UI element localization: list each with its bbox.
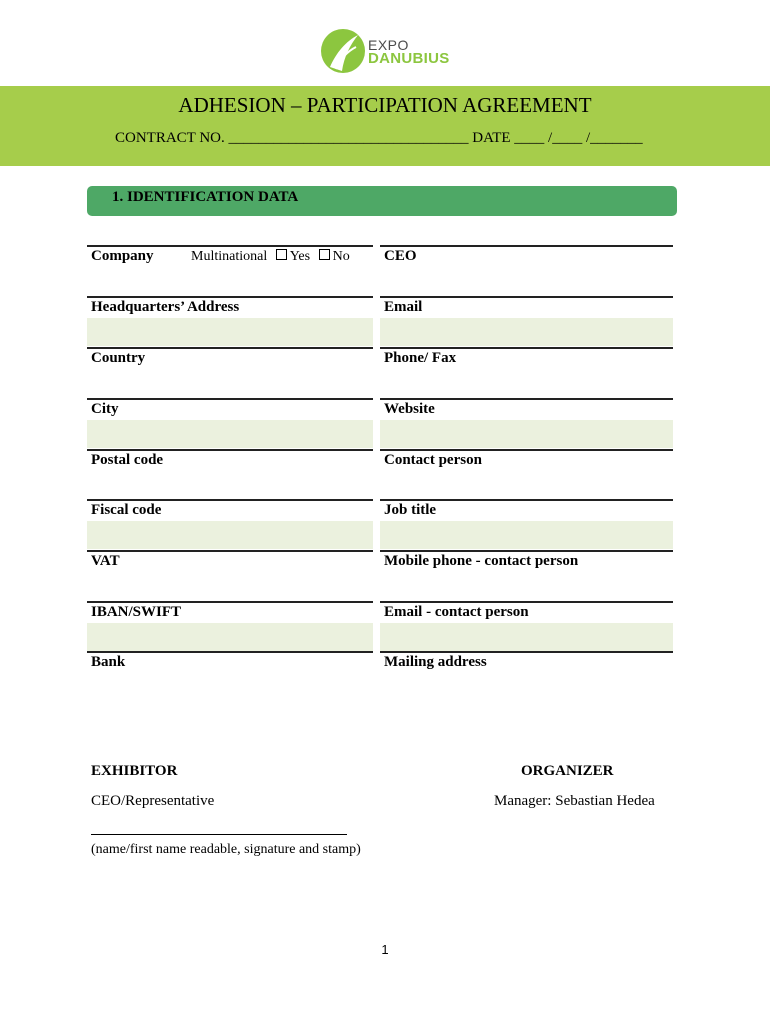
field-rule	[380, 499, 673, 501]
field-label: Mobile phone - contact person	[384, 553, 579, 569]
field-area	[380, 267, 673, 295]
field-label: Job title	[384, 502, 437, 518]
expo-danubius-logo	[320, 27, 450, 79]
field-mailing-address[interactable]	[380, 651, 673, 701]
field-label: Postal code	[91, 452, 164, 468]
field-area	[87, 623, 373, 651]
exhibitor-heading: EXHIBITOR	[91, 763, 178, 779]
field-rule	[87, 296, 373, 298]
field-rule	[87, 651, 373, 653]
field-label: Email - contact person	[384, 604, 529, 620]
field-label: Phone/ Fax	[384, 350, 457, 366]
field-label: Bank	[91, 654, 126, 670]
no-checkbox[interactable]	[319, 249, 330, 260]
field-label: VAT	[91, 553, 120, 569]
field-rule	[87, 550, 373, 552]
field-area	[87, 267, 373, 295]
field-website[interactable]	[380, 398, 673, 448]
field-area	[380, 623, 673, 651]
field-city[interactable]	[87, 398, 373, 448]
yes-checkbox[interactable]	[276, 249, 287, 260]
field-area	[87, 420, 373, 448]
field-rule	[87, 499, 373, 501]
field-area	[380, 673, 673, 701]
field-postal-code[interactable]	[87, 449, 373, 499]
field-area	[380, 369, 673, 397]
field-label: City	[91, 401, 119, 417]
field-email[interactable]	[380, 296, 673, 346]
field-area	[87, 369, 373, 397]
field-headquarters-address[interactable]	[87, 296, 373, 346]
multinational-label: Multinational	[191, 249, 268, 264]
field-company[interactable]	[87, 245, 373, 295]
yes-label: Yes	[289, 249, 311, 264]
field-rule	[380, 398, 673, 400]
field-label: IBAN/SWIFT	[91, 604, 182, 620]
leaf-logo-icon	[320, 27, 366, 75]
field-rule	[87, 601, 373, 603]
organizer-heading: ORGANIZER	[521, 763, 614, 779]
field-label: Country	[91, 350, 146, 366]
field-label: CEO	[384, 248, 417, 264]
signature-note: (name/first name readable, signature and stamp)	[91, 842, 361, 857]
multinational-options	[191, 249, 350, 265]
field-rule	[380, 550, 673, 552]
field-rule	[380, 601, 673, 603]
field-job-title[interactable]	[380, 499, 673, 549]
field-rule	[87, 449, 373, 451]
field-email-contact[interactable]	[380, 601, 673, 651]
field-area	[380, 572, 673, 600]
field-area	[87, 673, 373, 701]
field-area	[87, 318, 373, 346]
field-area	[380, 471, 673, 499]
field-rule	[380, 347, 673, 349]
field-country[interactable]	[87, 347, 373, 397]
page-number: 1	[381, 942, 389, 957]
field-area	[380, 420, 673, 448]
field-bank[interactable]	[87, 651, 373, 701]
field-area	[87, 471, 373, 499]
field-area	[87, 572, 373, 600]
field-rule	[87, 398, 373, 400]
field-mobile-phone-contact[interactable]	[380, 550, 673, 600]
contract-number-date-line: CONTRACT NO. ________________________________ DATE ____ /____ /_______	[115, 130, 643, 146]
field-rule	[87, 245, 373, 247]
field-rule	[380, 651, 673, 653]
field-iban-swift[interactable]	[87, 601, 373, 651]
field-label: Headquarters’ Address	[91, 299, 240, 315]
ceo-representative-label: CEO/Representative	[91, 793, 215, 809]
field-label: Fiscal code	[91, 502, 162, 518]
field-label: Email	[384, 299, 423, 315]
section-title: 1. IDENTIFICATION DATA	[112, 189, 299, 205]
field-phone-fax[interactable]	[380, 347, 673, 397]
field-label: Company	[91, 248, 154, 264]
field-label: Mailing address	[384, 654, 487, 670]
field-rule	[380, 296, 673, 298]
field-rule	[380, 245, 673, 247]
field-contact-person[interactable]	[380, 449, 673, 499]
field-rule	[87, 347, 373, 349]
no-label: No	[332, 249, 350, 264]
organizer-manager: Manager: Sebastian Hedea	[494, 793, 655, 809]
field-ceo[interactable]	[380, 245, 673, 295]
field-fiscal-code[interactable]	[87, 499, 373, 549]
field-label: Website	[384, 401, 435, 417]
logo-text-danubius: DANUBIUS	[368, 50, 450, 67]
field-area	[380, 521, 673, 549]
field-area	[380, 318, 673, 346]
field-label: Contact person	[384, 452, 482, 468]
field-area	[87, 521, 373, 549]
field-vat[interactable]	[87, 550, 373, 600]
document-title: ADHESION – PARTICIPATION AGREEMENT	[178, 93, 592, 117]
logo-text-expo: EXPO	[368, 37, 409, 53]
field-rule	[380, 449, 673, 451]
signature-line[interactable]	[91, 834, 347, 835]
